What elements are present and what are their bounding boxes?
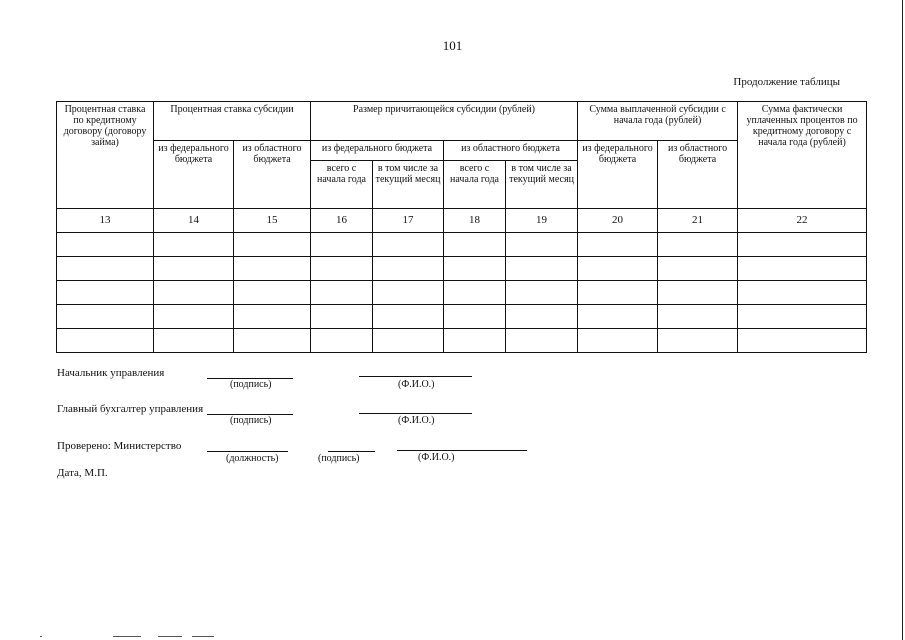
head-signature-caption: (подпись) — [230, 379, 272, 390]
header-col-21: из областного бюджета — [658, 141, 738, 209]
table-cell — [311, 281, 373, 305]
chief-accountant-label: Главный бухгалтер управления — [57, 403, 204, 415]
col-number: 22 — [738, 209, 867, 233]
table-cell — [506, 305, 578, 329]
table-cell — [311, 257, 373, 281]
ministry-position-caption: (должность) — [226, 453, 279, 464]
table-row — [57, 233, 867, 257]
table-cell — [154, 329, 234, 353]
table-cell — [444, 257, 506, 281]
col-number: 20 — [578, 209, 658, 233]
col-number: 16 — [311, 209, 373, 233]
table-cell — [506, 281, 578, 305]
ministry-fio-caption: (Ф.И.О.) — [418, 452, 455, 463]
table-cell — [57, 305, 154, 329]
page-edge — [902, 0, 903, 640]
header-col-17: в том числе за текущий месяц — [373, 161, 444, 209]
table-cell — [738, 329, 867, 353]
date-stamp-label: Дата, М.П. — [57, 467, 108, 479]
table-cell — [506, 329, 578, 353]
table-cell — [444, 329, 506, 353]
head-fio-caption: (Ф.И.О.) — [398, 379, 435, 390]
table-cell — [578, 257, 658, 281]
table-cell — [234, 329, 311, 353]
table-cell — [444, 281, 506, 305]
col-number: 21 — [658, 209, 738, 233]
table-cell — [738, 233, 867, 257]
accountant-fio-caption: (Ф.И.О.) — [398, 415, 435, 426]
table-cell — [373, 329, 444, 353]
page-number: 101 — [442, 38, 463, 53]
header-reg-budget: из областного бюджета — [444, 141, 578, 161]
table-cell — [234, 305, 311, 329]
table-cell — [578, 281, 658, 305]
header-col-19: в том числе за текущий месяц — [506, 161, 578, 209]
table-cell — [738, 257, 867, 281]
col-number: 17 — [373, 209, 444, 233]
ministry-signature-caption: (подпись) — [318, 453, 360, 464]
table-cell — [57, 233, 154, 257]
table-cell — [154, 281, 234, 305]
table-cell — [373, 281, 444, 305]
accountant-signature-caption: (подпись) — [230, 415, 272, 426]
header-col-15: из областного бюджета — [234, 141, 311, 209]
table-cell — [57, 281, 154, 305]
header-rate-subsidy: Процентная ставка субсидии — [154, 102, 311, 141]
table-cell — [234, 257, 311, 281]
header-col-18: всего с начала года — [444, 161, 506, 209]
table-cell — [658, 281, 738, 305]
table-cell — [506, 257, 578, 281]
header-fed-budget: из федерального бюджета — [311, 141, 444, 161]
table-cell — [373, 305, 444, 329]
col-number: 13 — [57, 209, 154, 233]
head-of-department-label: Начальник управления — [57, 367, 165, 379]
table-row — [57, 281, 867, 305]
ministry-position-line — [207, 451, 288, 452]
header-col-14: из федерального бюджета — [154, 141, 234, 209]
table-cell — [234, 281, 311, 305]
header-col-13: Процентная ставка по кредитному договору (договору займа) — [57, 102, 154, 209]
subsidy-table — [56, 101, 867, 353]
table-cell — [154, 305, 234, 329]
table-cell — [234, 233, 311, 257]
table-cell — [57, 329, 154, 353]
table-cell — [311, 329, 373, 353]
table-cell — [154, 233, 234, 257]
col-number: 15 — [234, 209, 311, 233]
table-cell — [311, 233, 373, 257]
continuation-note: Продолжение таблицы — [733, 76, 840, 88]
table-cell — [738, 305, 867, 329]
header-due-subsidy: Размер причитающейся субсидии (рублей) — [311, 102, 578, 141]
col-number: 18 — [444, 209, 506, 233]
head-fio-line — [359, 376, 472, 377]
column-numbers-row — [57, 209, 867, 233]
ministry-fio-line — [397, 450, 527, 451]
table-cell — [578, 329, 658, 353]
table-row — [57, 329, 867, 353]
table-cell — [738, 281, 867, 305]
table-cell — [658, 329, 738, 353]
accountant-fio-line — [359, 413, 472, 414]
table-cell — [444, 305, 506, 329]
table-cell — [444, 233, 506, 257]
table-row — [57, 257, 867, 281]
col-number: 19 — [506, 209, 578, 233]
ministry-signature-line — [328, 451, 375, 452]
table-cell — [658, 305, 738, 329]
header-col-16: всего с начала года — [311, 161, 373, 209]
table-cell — [373, 233, 444, 257]
table-cell — [658, 233, 738, 257]
table-cell — [578, 233, 658, 257]
verified-by-label: Проверено: Министерство — [57, 440, 182, 452]
table-cell — [506, 233, 578, 257]
table-cell — [154, 257, 234, 281]
table-cell — [578, 305, 658, 329]
table-cell — [658, 257, 738, 281]
header-paid-subsidy: Сумма выплаченной субсидии с начала года (рублей) — [578, 102, 738, 141]
header-col-22: Сумма фактически уплаченных процентов по кредитному договору с начала года (рублей) — [738, 102, 867, 209]
table-cell — [373, 257, 444, 281]
table-cell — [57, 257, 154, 281]
table-cell — [311, 305, 373, 329]
header-col-20: из федерального бюджета — [578, 141, 658, 209]
col-number: 14 — [154, 209, 234, 233]
table-row — [57, 305, 867, 329]
